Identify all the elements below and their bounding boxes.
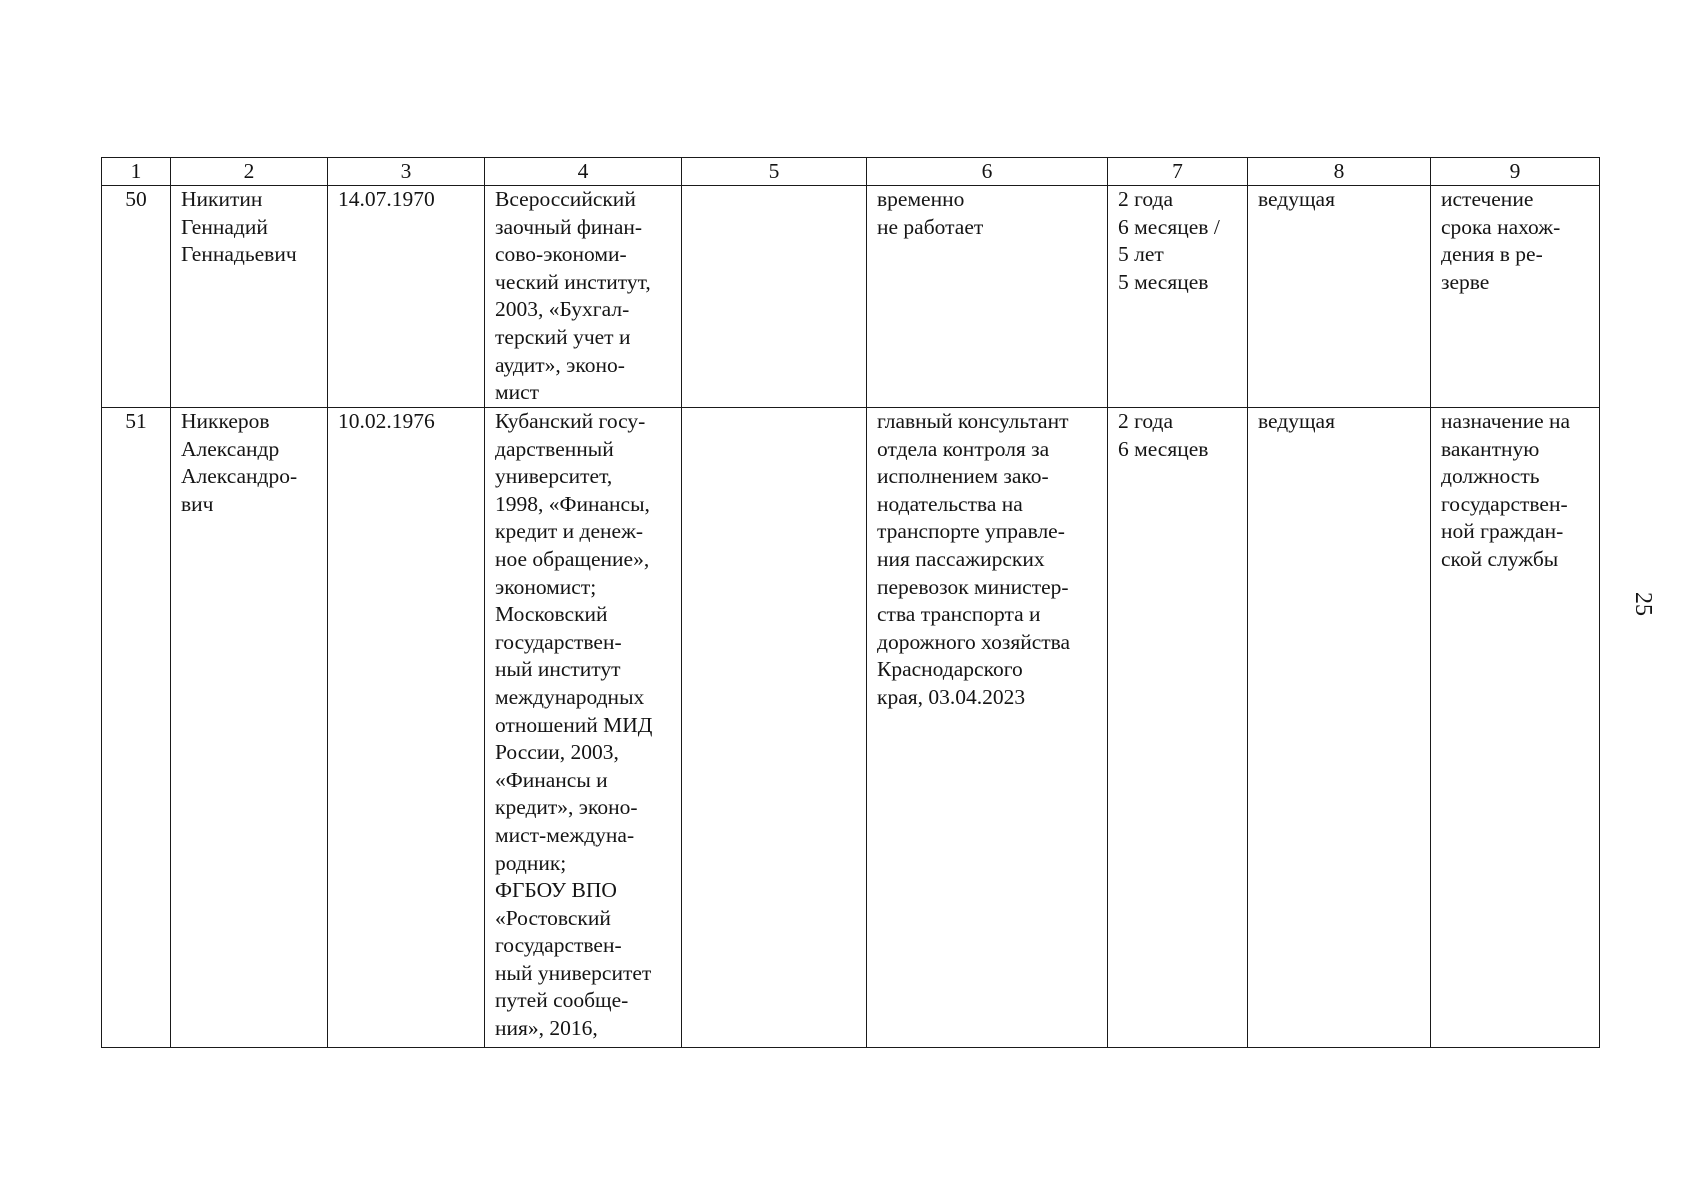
- column-header-3: 3: [328, 158, 485, 186]
- position-group: ведущая: [1248, 408, 1431, 1048]
- table-row: [102, 186, 1600, 408]
- full-name: Никитин Геннадий Геннадьевич: [171, 186, 328, 408]
- column-header-1: 1: [102, 158, 171, 186]
- column-header-9: 9: [1431, 158, 1600, 186]
- column-number-row: [102, 158, 1600, 186]
- current-position: временно не работает: [867, 186, 1108, 408]
- exclusion-reason: назначение на вакантную должность государствен- ной граждан- ской службы: [1431, 408, 1600, 1048]
- row-number: 51: [102, 408, 171, 1048]
- position-group: ведущая: [1248, 186, 1431, 408]
- column-5-cell: [682, 408, 867, 1048]
- column-header-8: 8: [1248, 158, 1431, 186]
- column-header-5: 5: [682, 158, 867, 186]
- column-header-2: 2: [171, 158, 328, 186]
- column-header-4: 4: [485, 158, 682, 186]
- work-experience: 2 года 6 месяцев: [1108, 408, 1248, 1048]
- reserve-table: [101, 157, 1600, 1048]
- page-number: 25: [1630, 592, 1656, 616]
- exclusion-reason: истечение срока нахож- дения в ре- зерве: [1431, 186, 1600, 408]
- birth-date: 10.02.1976: [328, 408, 485, 1048]
- full-name: Никкеров Александр Александро- вич: [171, 408, 328, 1048]
- education: Кубанский госу- дарственный университет, 1998, «Финансы, кредит и денеж- ное обращение», экономист; Московский государствен- ный институт международных отношений МИД России, 2003, «Финансы и кредит», эконо- мист-междуна- родник; ФГБОУ ВПО «Ростовский государствен- ный университет путей сообще- ния», 2016,: [485, 408, 682, 1048]
- current-position: главный консультант отдела контроля за исполнением зако- нодательства на транспорте управле- ния пассажирских перевозок министер- ства транспорта и дорожного хозяйства Краснодарского края, 03.04.2023: [867, 408, 1108, 1048]
- column-5-cell: [682, 186, 867, 408]
- education: Всероссийский заочный финан- сово-экономи- ческий институт, 2003, «Бухгал- терский учет и аудит», эконо- мист: [485, 186, 682, 408]
- row-number: 50: [102, 186, 171, 408]
- column-header-6: 6: [867, 158, 1108, 186]
- table-row: [102, 408, 1600, 1048]
- work-experience: 2 года 6 месяцев / 5 лет 5 месяцев: [1108, 186, 1248, 408]
- column-header-7: 7: [1108, 158, 1248, 186]
- birth-date: 14.07.1970: [328, 186, 485, 408]
